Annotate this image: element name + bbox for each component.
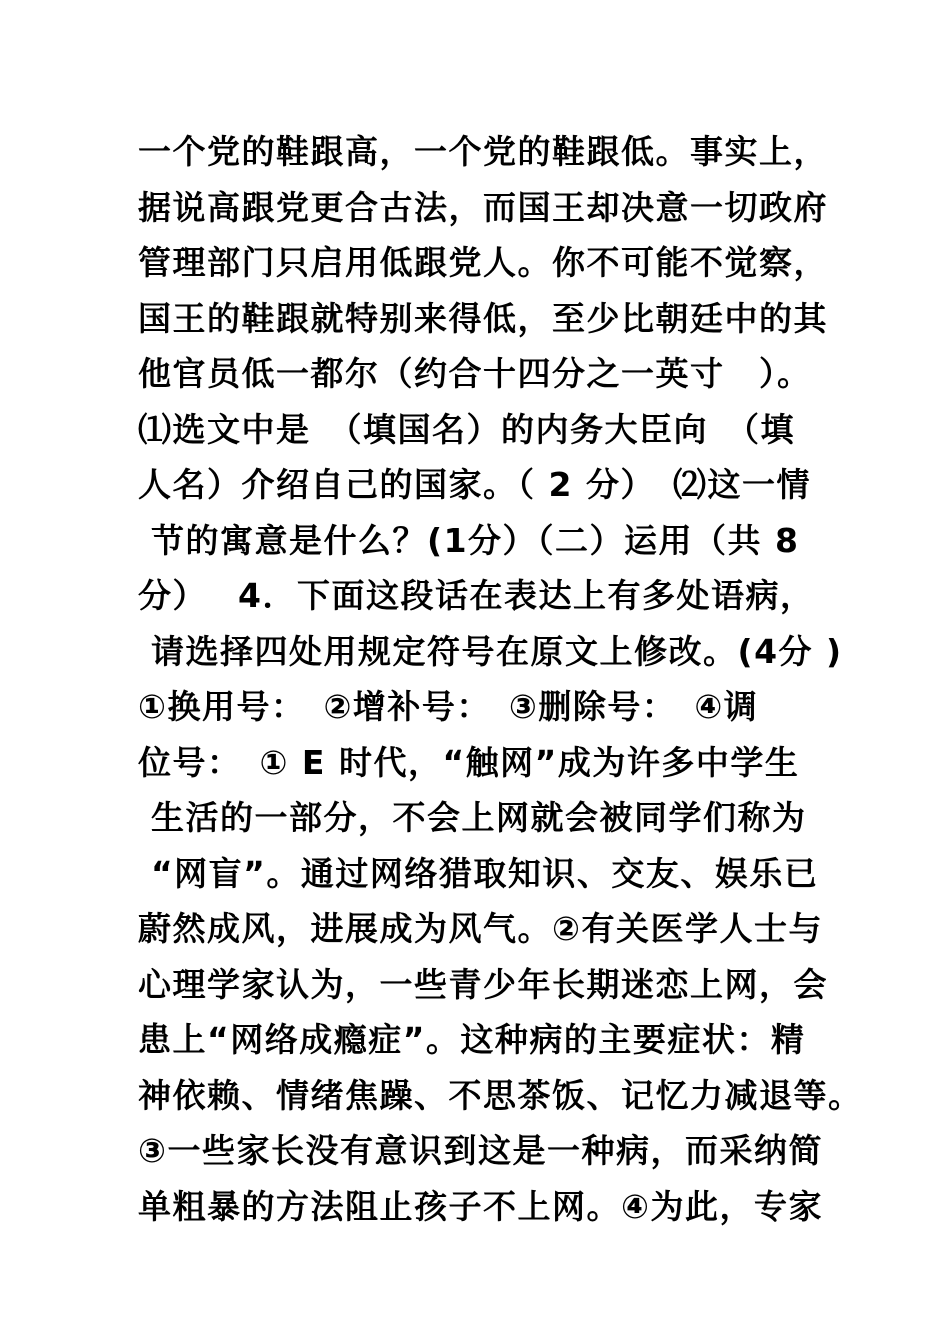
text-line: 国王的鞋跟就特别来得低，至少比朝廷中的其 bbox=[138, 298, 828, 338]
passage-line: “网盲”。通过网络猎取知识、交友、娱乐已 bbox=[138, 853, 819, 893]
passage-line: 生活的一部分，不会上网就会被同学们称为 bbox=[138, 798, 807, 837]
passage-line: ③一些家长没有意识到这是一种病，而采纳简 bbox=[138, 1131, 823, 1170]
passage-line: 蔚然成风，进展成为风气。②有关医学人士与 bbox=[138, 909, 823, 948]
text-line: 管理部门只启用低跟党人。你不可能不觉察， bbox=[138, 243, 828, 282]
question-line: 人名）介绍自己的国家。（ 2 分） ⑵这一情 bbox=[138, 465, 811, 504]
question-line: ⑴选文中是 （填国名）的内务大臣向 （填 bbox=[138, 409, 795, 449]
text-line: 他官员低一都尔（约合十四分之一英寸 ）。 bbox=[138, 354, 812, 393]
question-line: 请选择四处用规定符号在原文上修改。(4分 ) bbox=[138, 631, 843, 671]
passage-line: 心理学家认为，一些青少年长期迷恋上网，会 bbox=[138, 964, 828, 1004]
passage-line: 单粗暴的方法阻止孩子不上网。④为此，专家 bbox=[138, 1186, 823, 1226]
symbol-legend-line: ①换用号： ②增补号： ③删除号： ④调 bbox=[138, 687, 759, 726]
passage-line: 神依赖、情绪焦躁、不思茶饭、记忆力减退等。 bbox=[138, 1075, 863, 1115]
text-line: 一个党的鞋跟高，一个党的鞋跟低。事实上， bbox=[138, 132, 828, 171]
question-line: 分） 4．下面这段话在表达上有多处语病， bbox=[138, 576, 815, 615]
text-line: 据说高跟党更合古法，而国王却决意一切政府 bbox=[138, 187, 828, 227]
passage-line: 患上“网络成瘾症”。这种病的主要症状：精 bbox=[138, 1020, 806, 1059]
passage-line: 位号： ① E 时代，“触网”成为许多中学生 bbox=[138, 742, 800, 782]
question-line: 节的寓意是什么？(1分）（二）运用（共 8 bbox=[138, 520, 800, 560]
document-body bbox=[138, 124, 878, 1234]
